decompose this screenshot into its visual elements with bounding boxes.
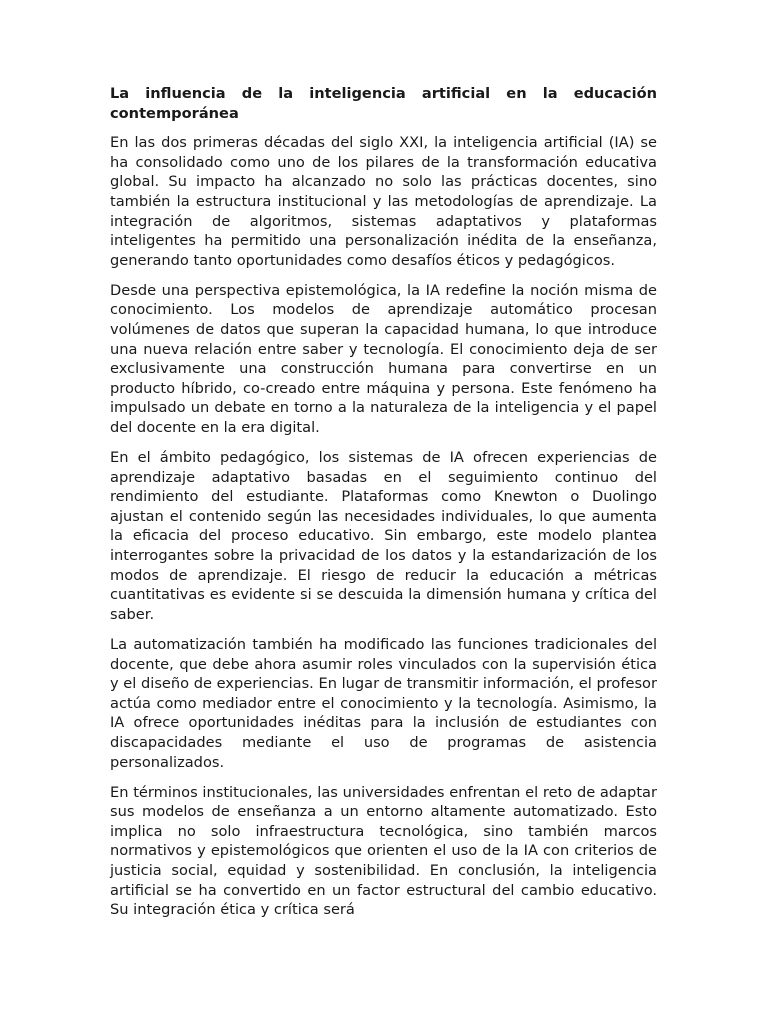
paragraph-1: En las dos primeras décadas del siglo XXI, la inteligencia artificial (IA) se ha consolidado como uno de los pilares de la transformación educativa global. Su impacto ha alcanzado no solo las prácticas docentes, sino también la estructura institucional y las metodologías de aprendizaje. La integración de algoritmos, sistemas adaptativos y plataformas inteligentes ha permitido una personalización inédita de la enseñanza, generando tanto oportunidades como desafíos éticos y pedagógicos.: [110, 134, 657, 269]
paragraph-3: En el ámbito pedagógico, los sistemas de IA ofrecen experiencias de aprendizaje adaptativo basadas en el seguimiento continuo del rendimiento del estudiante. Plataformas como Knewton o Duolingo ajustan el contenido según las necesidades individuales, lo que aumenta la eficacia del proceso educativo. Sin embargo, este modelo plantea interrogantes sobre la privacidad de los datos y la estandarización de los modos de aprendizaje. El riesgo de reducir la educación a métricas cuantitativas es evidente si se descuida la dimensión humana y crítica del saber.: [110, 449, 657, 623]
paragraph-5: En términos institucionales, las universidades enfrentan el reto de adaptar sus modelos de enseñanza a un entorno altamente automatizado. Esto implica no solo infraestructura tecnológica, sino también marcos normativos y epistemológicos que orienten el uso de la IA con criterios de justicia social, equidad y sostenibilidad. En conclusión, la inteligencia artificial se ha convertido en un factor estructural del cambio educativo. Su integración ética y crítica será: [110, 783, 657, 919]
document-title: La influencia de la inteligencia artificial en la educación contemporánea: [110, 85, 657, 122]
paragraph-2: Desde una perspectiva epistemológica, la IA redefine la noción misma de conocimiento. Los modelos de aprendizaje automático procesan volúmenes de datos que superan la capacidad humana, lo que introduce una nueva relación entre saber y tecnología. El conocimiento deja de ser exclusivamente una construcción humana para convertirse en un producto híbrido, co-creado entre máquina y persona. Este fenómeno ha impulsado un debate en torno a la naturaleza de la inteligencia y el papel del docente en la era digital.: [110, 281, 657, 436]
paragraph-4: La automatización también ha modificado las funciones tradicionales del docente, que debe ahora asumir roles vinculados con la supervisión ética y el diseño de experiencias. En lugar de transmitir información, el profesor actúa como mediador entre el conocimiento y la tecnología. Asimismo, la IA ofrece oportunidades inéditas para la inclusión de estudiantes con discapacidades mediante el uso de programas de asistencia personalizados.: [110, 635, 657, 771]
document-body: [110, 84, 657, 930]
